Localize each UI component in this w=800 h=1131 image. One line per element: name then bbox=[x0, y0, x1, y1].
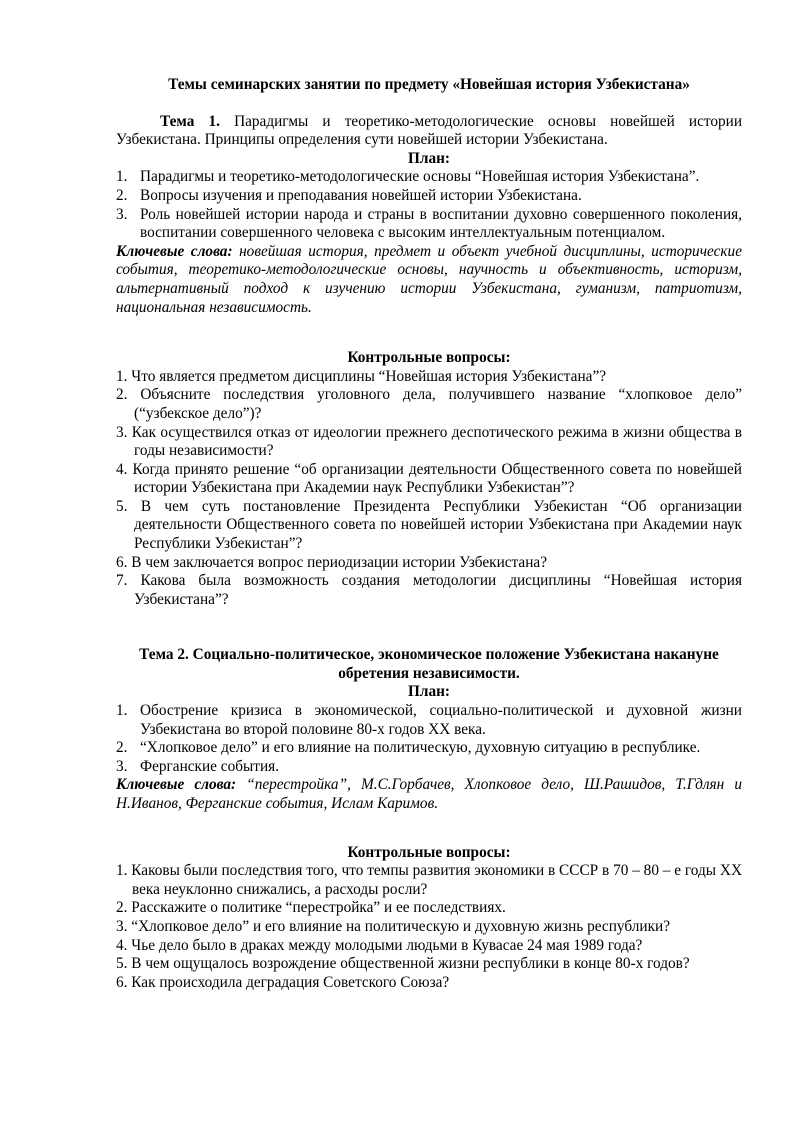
list-item-text: Парадигмы и теоретико-методологические основы “Новейшая история Узбекистана”. bbox=[140, 168, 700, 186]
topic-1-plan-heading: План: bbox=[407, 149, 451, 167]
list-item bbox=[116, 187, 742, 206]
topic-1-questions-list bbox=[116, 368, 742, 610]
topic-1-heading bbox=[116, 113, 742, 150]
list-item bbox=[116, 206, 742, 243]
list-item: 3. “Хлопковое дело” и его влияние на политическую и духовную жизнь республики? bbox=[116, 917, 670, 935]
topic-1 bbox=[116, 113, 742, 610]
list-item-text: Вопросы изучения и преподавания новейшей истории Узбекистана. bbox=[140, 186, 582, 204]
keywords-label: Ключевые слова: bbox=[116, 242, 233, 260]
topic-1-title: Парадигмы и теоретико-методологические основы новейшей истории Узбекистана. Принципы определения сути новейшей истории Узбекистана. bbox=[116, 112, 743, 149]
list-item-number: 1. bbox=[116, 702, 128, 720]
list-item-number: 3. bbox=[116, 205, 128, 223]
topic-2 bbox=[116, 645, 742, 992]
list-item bbox=[116, 702, 742, 739]
topic-2-questions-heading: Контрольные вопросы: bbox=[347, 843, 511, 861]
list-item: 4. Когда принято решение “об организации деятельности Общественного совета по новейшей истории Узбекистана при Академии наук Республики Узбекистан”? bbox=[116, 460, 742, 497]
list-item bbox=[116, 758, 742, 777]
list-item-number: 1. bbox=[116, 168, 128, 186]
list-item: 6. В чем заключается вопрос периодизации истории Узбекистана? bbox=[116, 553, 547, 571]
topic-2-keywords bbox=[116, 776, 742, 813]
list-item: 3. Как осуществился отказ от идеологии прежнего деспотического режима в жизни общества в годы независимости? bbox=[116, 423, 742, 460]
topic-1-plan-list bbox=[116, 168, 742, 242]
list-item bbox=[116, 739, 742, 758]
topic-2-heading: Тема 2. Социально-политическое, экономическое положение Узбекистана накануне обретения независимости. bbox=[139, 646, 719, 683]
list-item: 5. В чем суть постановление Президента Республики Узбекистан “Об организации деятельности Общественного совета по новейшей истории Узбекистана при Академии наук Республики Узбекистан”? bbox=[116, 497, 742, 553]
topic-2-questions-list bbox=[116, 862, 742, 992]
list-item: 5. В чем ощущалось возрождение общественной жизни республики в конце 80-х годов? bbox=[116, 955, 690, 973]
keywords-label: Ключевые слова: bbox=[116, 776, 237, 794]
topic-2-plan-list bbox=[116, 702, 742, 776]
topic-1-label: Тема 1. bbox=[160, 112, 220, 130]
list-item-text: Обострение кризиса в экономической, социально-политической и духовной жизни Узбекистана во второй половине 80-х годов ХХ века. bbox=[140, 702, 742, 738]
list-item: 4. Чье дело было в драках между молодыми людьми в Кувасае 24 мая 1989 года? bbox=[116, 936, 643, 954]
document-title: Темы семинарских занятии по предмету «Новейшая история Узбекистана» bbox=[168, 76, 690, 93]
list-item: 1. Что является предметом дисциплины “Новейшая история Узбекистана”? bbox=[116, 367, 607, 385]
list-item: 2. Расскажите о политике “перестройка” и ее последствиях. bbox=[116, 899, 506, 917]
list-item-number: 3. bbox=[116, 757, 128, 775]
list-item: 7. Какова была возможность создания методологии дисциплины “Новейшая история Узбекистана”? bbox=[116, 572, 742, 608]
list-item-number: 2. bbox=[116, 739, 128, 757]
list-item-number: 2. bbox=[116, 186, 128, 204]
topic-1-questions-heading: Контрольные вопросы: bbox=[347, 349, 511, 367]
topic-2-plan-heading: План: bbox=[407, 683, 451, 701]
list-item: 1. Каковы были последствия того, что темпы развития экономики в СССР в 70 – 80 – е годы ХХ века неуклонно снижались, а расходы росли? bbox=[116, 862, 742, 898]
keywords-text: новейшая история, предмет и объект учебной дисциплины, исторические события, теоретико-методологические основы, научность и объективность, историзм, альтернативный подход к изучению истории Узбекистана, гуманизм, патриотизм, национальная независимость. bbox=[116, 242, 742, 316]
list-item-text: Ферганские события. bbox=[140, 757, 280, 775]
topic-1-keywords bbox=[116, 243, 742, 317]
list-item: 6. Как происходила деградация Советского Союза? bbox=[116, 973, 450, 991]
list-item bbox=[116, 168, 742, 187]
list-item-text: “Хлопковое дело” и его влияние на политическую, духовную ситуацию в республике. bbox=[140, 739, 701, 757]
list-item-text: Роль новейшей истории народа и страны в воспитании духовно совершенного поколения, воспитании совершенного человека с высоким интеллектуальным потенциалом. bbox=[140, 205, 742, 242]
list-item: 2. Объясните последствия уголовного дела, получившего название “хлопковое дело” (“узбекское дело”)? bbox=[116, 386, 742, 422]
keywords-text: “перестройка”, М.С.Горбачев, Хлопковое дело, Ш.Рашидов, Т.Гдлян и Н.Иванов, Ферганские события, Ислам Каримов. bbox=[116, 776, 742, 812]
